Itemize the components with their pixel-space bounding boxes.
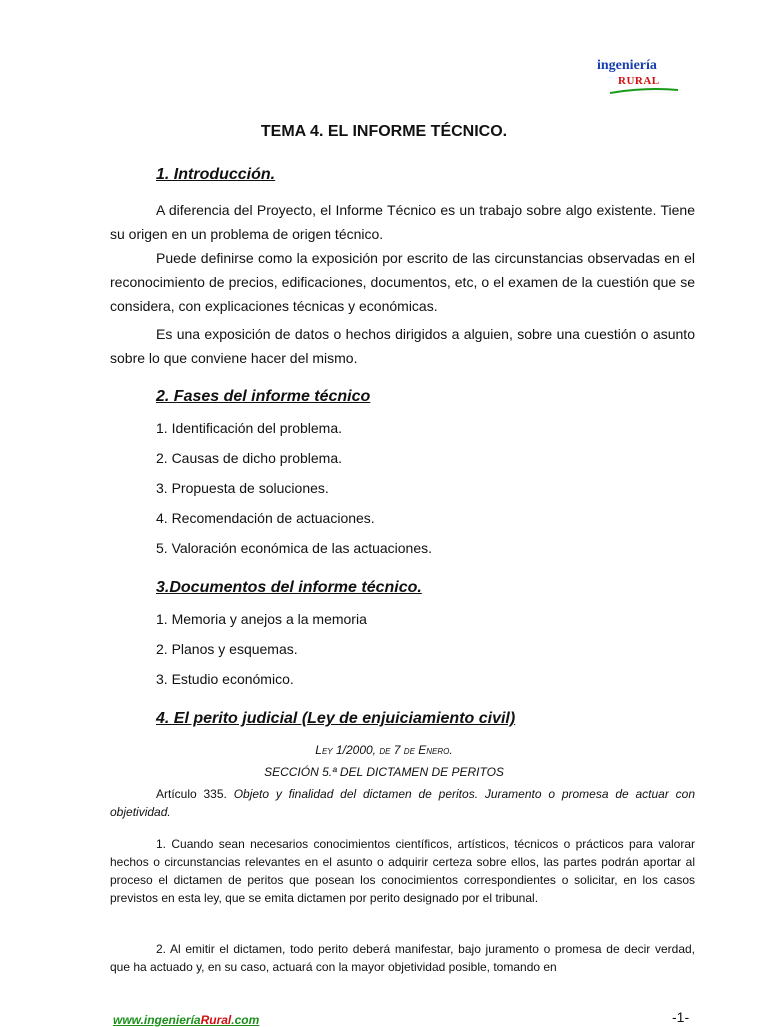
list-item: 2. Planos y esquemas. (156, 641, 298, 657)
list-item: 3. Propuesta de soluciones. (156, 480, 329, 496)
paragraph: 2. Al emitir el dictamen, todo perito deberá manifestar, bajo juramento o promesa de decir verdad, que ha actuado y, en su caso, actuará con la mayor objetividad posible, tomando en (110, 942, 695, 974)
section-heading-fases: 2. Fases del informe técnico (156, 388, 371, 405)
logo-swoosh-icon (610, 86, 680, 96)
footer-link[interactable]: www.ingenieríaRural.com (113, 1013, 260, 1027)
article-heading (110, 785, 695, 821)
section-title: SECCIÓN 5.ª DEL DICTAMEN DE PERITOS (264, 765, 504, 779)
list-item: 5. Valoración económica de las actuaciones. (156, 540, 433, 556)
paragraph: 1. Cuando sean necesarios conocimientos científicos, artísticos, técnicos o prácticos para valorar hechos o circunstancias relevantes en el asunto o adquirir certeza sobre ellos, las partes podrán aportar al proceso el dictamen de peritos que posean los conocimientos correspondientes o solicitar, en los casos previstos en esta ley, que se emita dictamen por perito designado por el tribunal. (110, 837, 695, 905)
section-heading-introduccion: 1. Introducción. (156, 166, 276, 183)
article-label: Artículo 335. (156, 787, 227, 801)
list-item: 1. Identificación del problema. (156, 420, 342, 436)
list-item: 1. Memoria y anejos a la memoria (156, 611, 367, 627)
law-reference: Ley 1/2000, de 7 de Enero. (315, 743, 453, 757)
list-item: 2. Causas de dicho problema. (156, 450, 342, 466)
logo-line2: RURAL (618, 75, 660, 87)
paragraph: Puede definirse como la exposición por escrito de las circunstancias observadas en el reconocimiento de precios, edificaciones, documentos, etc, o el examen de la cuestión que se considera, con explicaciones técnicas y económicas. (110, 250, 695, 314)
paragraph: Es una exposición de datos o hechos dirigidos a alguien, sobre una cuestión o asunto sobre lo que conviene hacer del mismo. (110, 326, 695, 366)
list-item: 4. Recomendación de actuaciones. (156, 510, 375, 526)
list-item: 3. Estudio económico. (156, 671, 294, 687)
logo (588, 46, 696, 106)
page-title: TEMA 4. EL INFORME TÉCNICO. (260, 123, 508, 140)
logo-line1: ingeniería (597, 58, 657, 73)
section-heading-documentos: 3.Documentos del informe técnico. (156, 579, 422, 596)
paragraph: A diferencia del Proyecto, el Informe Técnico es un trabajo sobre algo existente. Tiene su origen en un problema de origen técnico. (110, 202, 695, 242)
section-heading-perito: 4. El perito judicial (Ley de enjuiciamiento civil) (156, 710, 516, 727)
article-title: Objeto y finalidad del dictamen de peritos. Juramento o promesa de actuar con objetividad. (110, 787, 696, 819)
page-number: -1- (672, 1009, 690, 1025)
